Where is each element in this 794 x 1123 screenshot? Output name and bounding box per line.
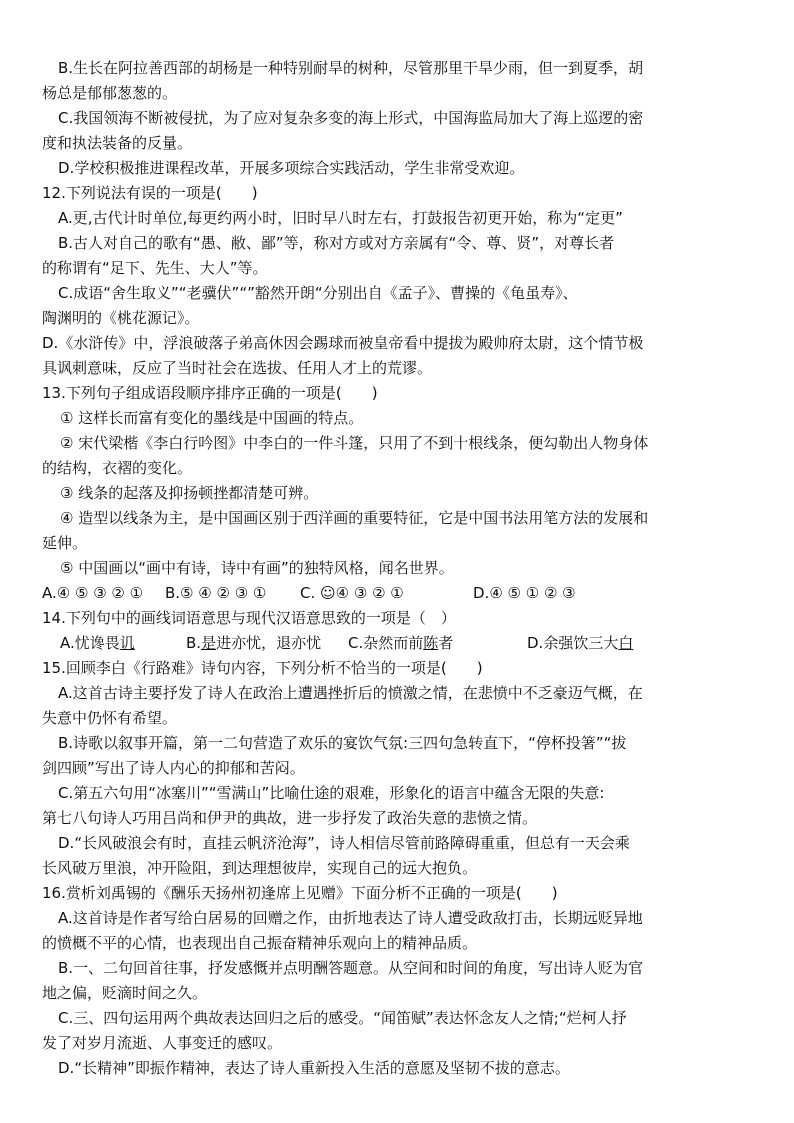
q15-option-c-line2: 第七八句诗人巧用吕尚和伊尹的典故，进一步抒发了政治失意的悲愤之情。	[42, 809, 538, 827]
q14-option-b-rest: 进亦忧，退亦忧	[216, 634, 322, 652]
q16-option-c-line1: C.三、四句运用两个典故表达回归之后的感受。“闻笛赋”表达怀念友人之情;“烂柯人抒	[58, 1009, 627, 1027]
q16-option-b-line2: 地之偏，贬滴时间之久。	[42, 984, 208, 1002]
q13-sentence-4-line2: 延伸。	[42, 534, 88, 552]
q14-option-a-underlined-word: 讥	[119, 634, 135, 652]
q11-option-d: D.学校积极推进课程改革，开展多项综合实践活动，学生非常受欢迎。	[58, 159, 525, 177]
q15-option-b-line1: B.诗歌以叙事开篇，第一二句营造了欢乐的宴饮气氛:三四句急转直下，“停杯投箸”“拔	[58, 734, 627, 752]
q14-option-c-rest: 者	[438, 634, 454, 652]
q12-option-c-line2: 陶渊明的《桃花源记》。	[42, 309, 200, 327]
q11-option-c-line2: 度和执法装备的反量。	[42, 134, 193, 152]
q11-option-b-line2: 杨总是郁郁葱葱的。	[42, 84, 178, 102]
q13-option-c: C. ☺④ ③ ② ①	[300, 584, 404, 602]
q13-sentence-2-line2: 的结构，衣褶的变化。	[42, 459, 193, 477]
q13-option-d: D.④ ⑤ ① ② ③	[473, 584, 576, 602]
q12-option-d-line1: D.《水浒传》中，浮浪破落子弟高休因会踢球而被皇帝看中提拔为殿帅府太尉，这个情节极	[42, 334, 644, 352]
q12-option-d-line2: 具讽刺意味，反应了当时社会在选拔、任用人才上的荒谬。	[42, 359, 433, 377]
q12-option-b-line2: 的称谓有“足下、先生、大人”等。	[42, 259, 268, 277]
q14-option-d-underlined-word: 白	[618, 634, 634, 652]
q14-option-d-text: D.余强饮三大	[527, 634, 619, 652]
q16-stem: 16.赏析刘禹锡的《酬乐天扬州初逢席上见赠》下面分析不正确的一项是( )	[42, 884, 558, 902]
q14-option-b-text: B.	[186, 634, 202, 652]
q12-option-c-line1: C.成语“舍生取义”“老骥伏”“”豁然开朗“分别出自《孟子》、曹操的《龟虽寿》、	[58, 284, 578, 302]
q13-option-a: A.④ ⑤ ③ ② ①	[42, 584, 144, 602]
q16-option-d: D.“长精神”即振作精神，表达了诗人重新投入生活的意愿及坚韧不拔的意志。	[58, 1059, 570, 1077]
q13-sentence-2-line1: ② 宋代梁楷《李白行吟图》中李白的一件斗篷，只用了不到十根线条，便勾勒出人物身体	[60, 434, 649, 452]
q11-option-b-line1: B.生长在阿拉善西部的胡杨是一种特别耐旱的树种，尽管那里干旱少雨，但一到夏季，胡	[58, 59, 644, 77]
q13-sentence-1: ① 这样长而富有变化的墨线是中国画的特点。	[60, 409, 364, 427]
q16-option-a-line1: A.这首诗是作者写给白居易的回赠之作，由折地表达了诗人遭受政敌打击，长期远贬异地	[58, 909, 643, 927]
q14-option-c-text: C.杂然而前	[348, 634, 424, 652]
q14-option-a-text: A.忧谗畏	[60, 634, 120, 652]
q14-stem: 14.下列句中的画线词语意思与现代汉语意思致的一项是（ ）	[42, 609, 456, 627]
q14-option-b-underlined-word: 是	[201, 634, 217, 652]
q15-option-d-line2: 长风破万里浪，冲开险阻，到达理想彼岸，实现自己的远大抱负。	[42, 859, 478, 877]
q12-option-a: A.更,古代计时单位,每更约两小时，旧时早八时左右，打鼓报告初更开始，称为“定更”	[58, 209, 623, 227]
q15-option-a-line2: 失意中仍怀有希望。	[42, 709, 178, 727]
q16-option-a-line2: 的愤概不平的心情，也表现出自己振奋精神乐观向上的精神品质。	[42, 934, 478, 952]
q14-option-b	[186, 631, 321, 655]
q15-option-a-line1: A.这首古诗主要抒发了诗人在政治上遭遇挫折后的愤激之情，在悲愤中不乏豪迈气概，在	[58, 684, 643, 702]
q12-option-b-line1: B.古人对自己的歌有“愚、敝、鄙”等，称对方或对方亲属有“令、尊、贤”，对尊长者	[58, 234, 615, 252]
q16-option-b-line1: B.一、二句回首往事，抒发感慨并点明酬答题意。从空间和时间的角度，写出诗人贬为官	[58, 959, 644, 977]
q15-option-b-line2: 剑四顾”写出了诗人内心的抑郁和苦闷。	[42, 759, 305, 777]
q13-sentence-5: ⑤ 中国画以“画中有诗，诗中有画”的独特风格，闻名世界。	[60, 559, 454, 577]
q14-option-c-underlined-word: 陈	[423, 634, 439, 652]
q16-option-c-line2: 发了对岁月流逝、人事变迁的感叹。	[42, 1034, 283, 1052]
q11-option-c-line1: C.我国领海不断被侵扰，为了应对复杂多变的海上形式，中国海监局加大了海上巡逻的密	[58, 109, 644, 127]
q15-stem: 15.回顾李白《行路难》诗句内容，下列分析不恰当的一项是( )	[42, 659, 483, 677]
q15-option-d-line1: D.“长风破浪会有时，直挂云帆济沧海”，诗人相信尽管前路障碍重重，但总有一天会乘	[58, 834, 630, 852]
q13-sentence-4-line1: ④ 造型以线条为主，是中国画区别于西洋画的重要特征，它是中国书法用笔方法的发展和	[60, 509, 649, 527]
q14-option-d	[527, 631, 633, 655]
q14-option-c	[348, 631, 453, 655]
q13-sentence-3: ③ 线条的起落及抑扬顿挫都清楚可辨。	[60, 484, 319, 502]
q13-stem: 13.下列句子组成语段顺序排序正确的一项是( )	[42, 384, 378, 402]
q12-stem: 12.下列说法有误的一项是( )	[42, 184, 258, 202]
q15-option-c-line1: C.第五六句用“冰塞川”“雪满山”比喻仕途的艰难，形象化的语言中蕴含无限的失意:	[58, 784, 605, 802]
q13-option-b: B.⑤ ④ ② ③ ①	[165, 584, 267, 602]
q14-option-a	[60, 631, 135, 655]
